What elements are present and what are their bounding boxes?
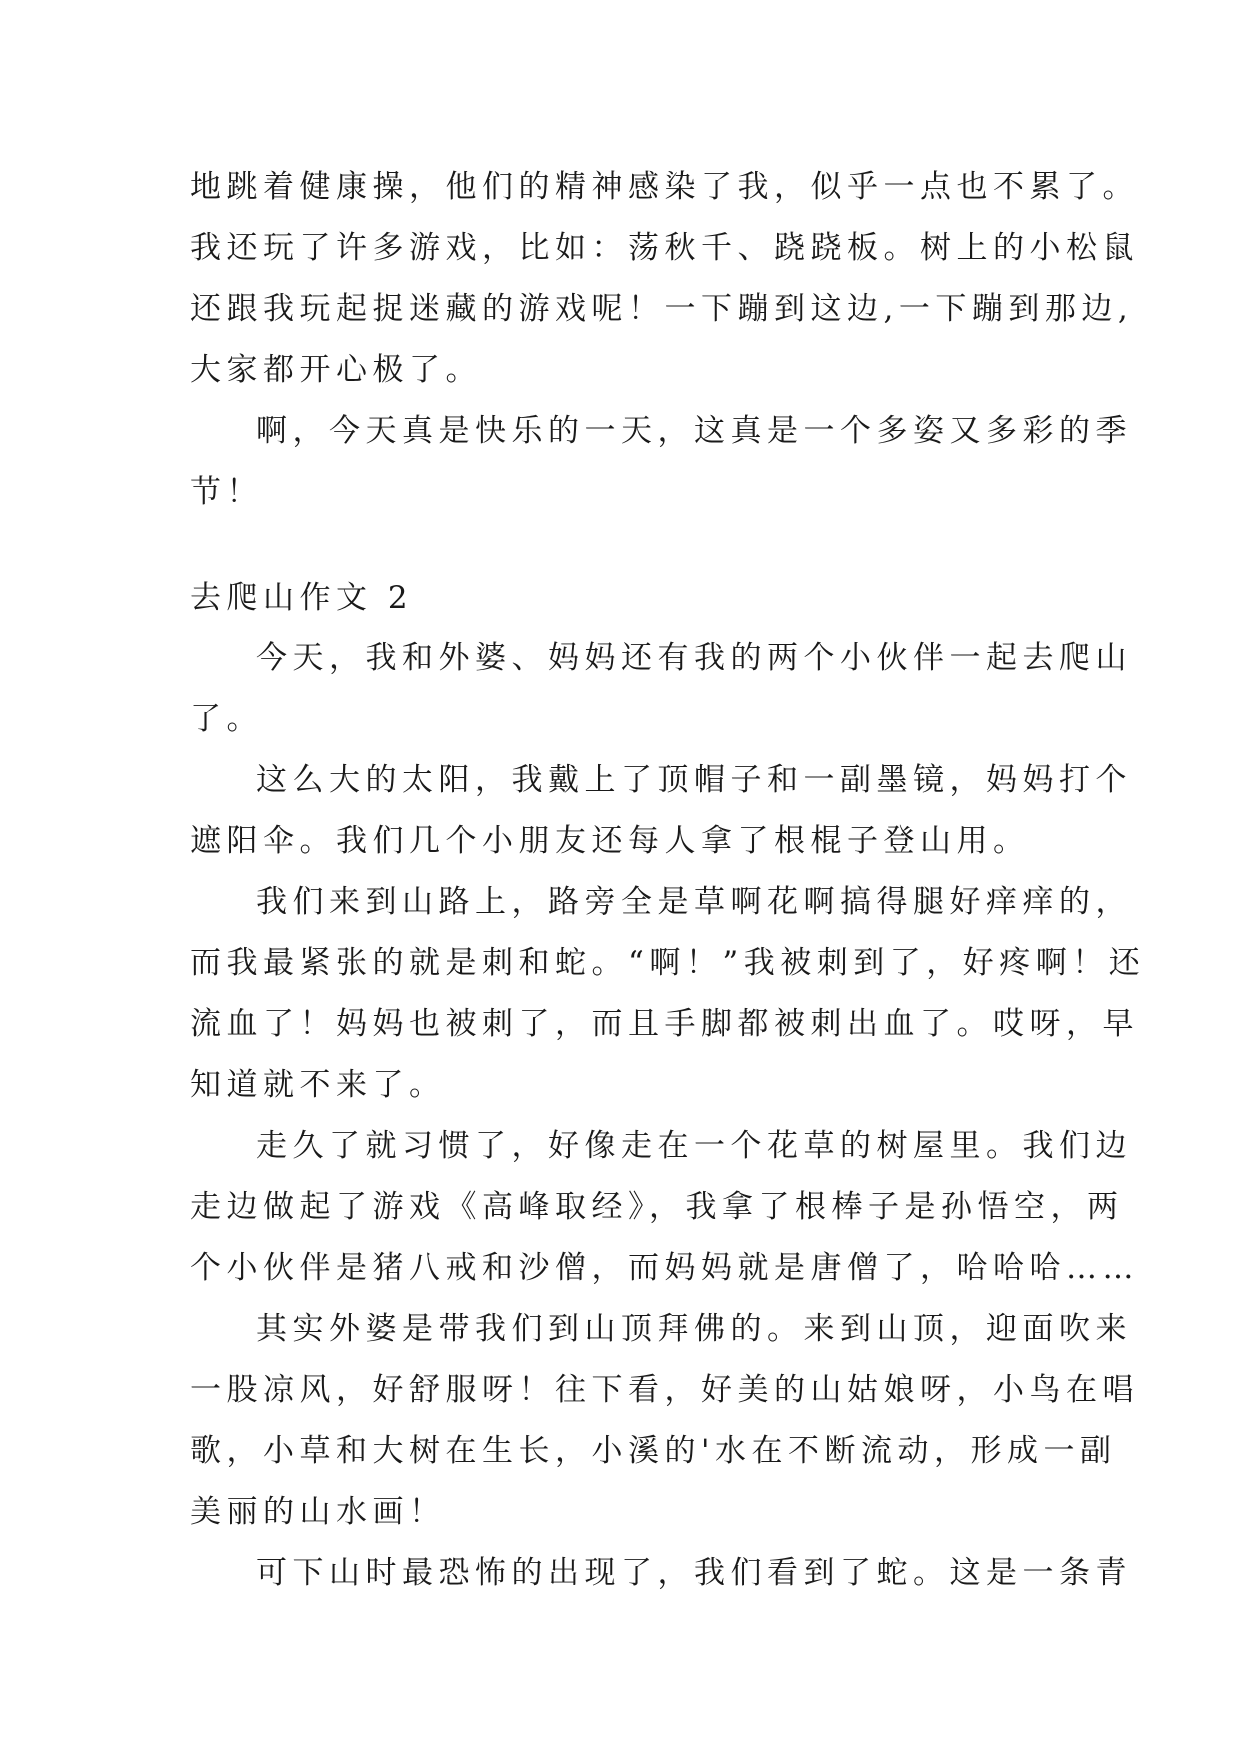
text-line: 美丽的山水画！ (190, 1494, 446, 1530)
text-line: 而我最紧张的就是刺和蛇。“啊！”我被刺到了，好疼啊！还 (190, 945, 1146, 981)
text-line: 节！ (190, 474, 263, 510)
text-line: 地跳着健康操，他们的精神感染了我，似乎一点也不累了。 (190, 169, 1139, 205)
paragraph-start-line: 我们来到山路上，路旁全是草啊花啊搞得腿好痒痒的， (256, 884, 1132, 920)
text-line: 走边做起了游戏《高峰取经》，我拿了根棒子是孙悟空，两 (190, 1189, 1124, 1225)
text-line: 了。 (190, 701, 263, 737)
text-line: 遮阳伞。我们几个小朋友还每人拿了根棍子登山用。 (190, 823, 1030, 859)
paragraph-start-line: 走久了就习惯了，好像走在一个花草的树屋里。我们边 (256, 1128, 1132, 1164)
paragraph-start-line: 这么大的太阳，我戴上了顶帽子和一副墨镜，妈妈打个 (256, 762, 1132, 798)
text-line: 一股凉风，好舒服呀！往下看，好美的山姑娘呀，小鸟在唱 (190, 1372, 1139, 1408)
text-line: 我还玩了许多游戏，比如：荡秋千、跷跷板。树上的小松鼠 (190, 230, 1139, 266)
text-line: 大家都开心极了。 (190, 352, 482, 388)
text-line: 歌，小草和大树在生长，小溪的'水在不断流动，形成一副 (190, 1433, 1117, 1469)
text-line: 个小伙伴是猪八戒和沙僧，而妈妈就是唐僧了，哈哈哈…… (190, 1250, 1139, 1286)
paragraph-start-line: 可下山时最恐怖的出现了，我们看到了蛇。这是一条青 (256, 1555, 1132, 1591)
paragraph-start-line: 其实外婆是带我们到山顶拜佛的。来到山顶，迎面吹来 (256, 1311, 1132, 1347)
section-heading: 去爬山作文 2 (190, 580, 414, 616)
paragraph-start-line: 啊，今天真是快乐的一天，这真是一个多姿又多彩的季 (256, 413, 1132, 449)
text-line: 知道就不来了。 (190, 1067, 446, 1103)
paragraph-start-line: 今天，我和外婆、妈妈还有我的两个小伙伴一起去爬山 (256, 640, 1132, 676)
text-line: 流血了！妈妈也被刺了，而且手脚都被刺出血了。哎呀，早 (190, 1006, 1139, 1042)
text-line: 还跟我玩起捉迷藏的游戏呢！一下蹦到这边,一下蹦到那边, (190, 291, 1134, 327)
